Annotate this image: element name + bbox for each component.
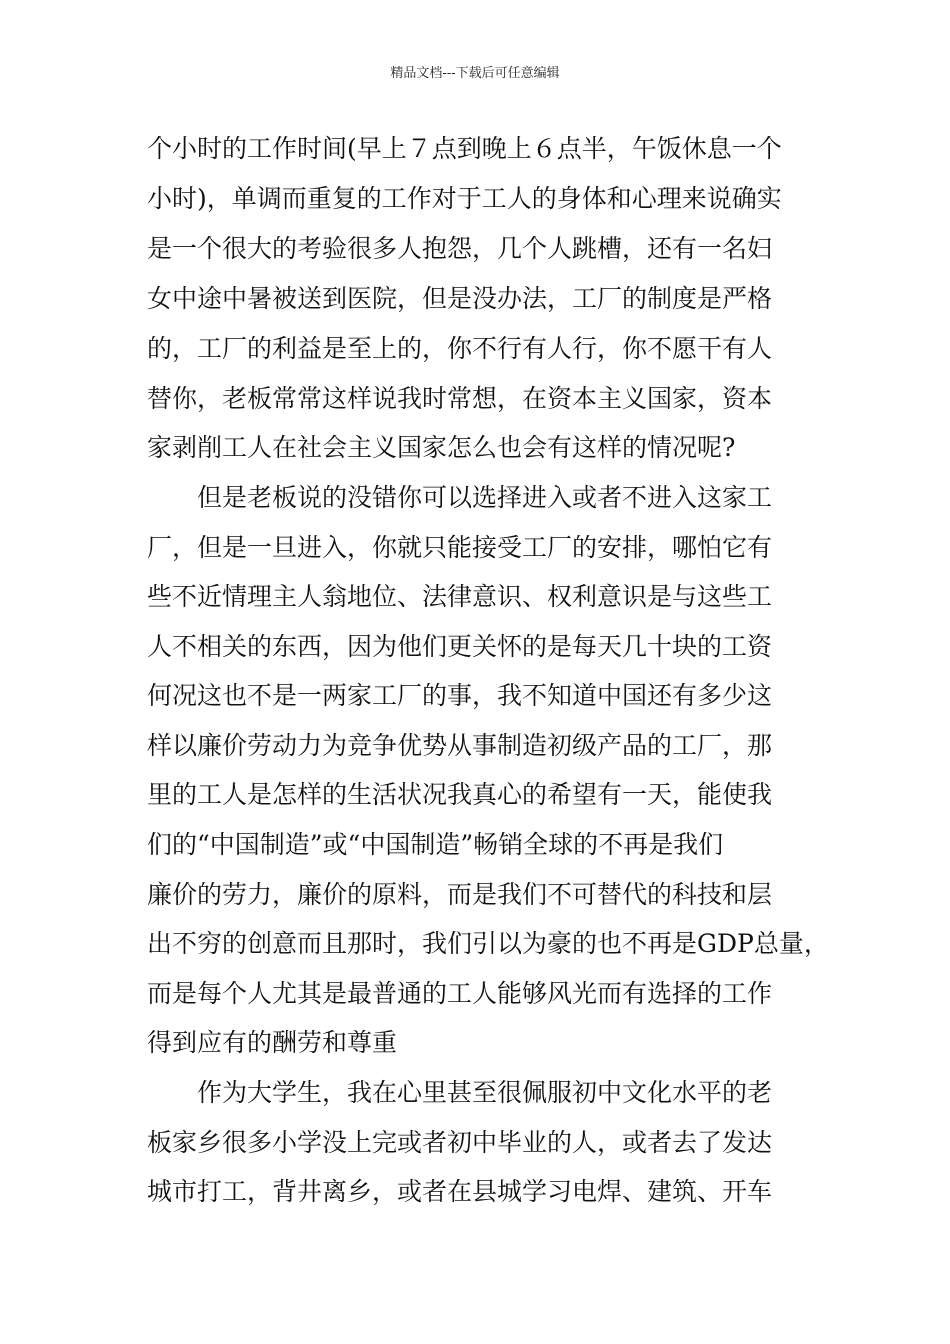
text-line: 替你，老板常常这样说我时常想，在资本主义国家，资本 <box>147 384 773 413</box>
text-line: 板家乡很多小学没上完或者初中毕业的人，或者去了发达 <box>147 1128 773 1157</box>
text-line: 廉价的劳力，廉价的原料，而是我们不可替代的科技和层 <box>147 880 773 909</box>
text-line: 是一个很大的考验很多人抱怨，几个人跳槽，还有一名妇 <box>147 234 773 263</box>
text-line: 的，工厂的利益是至上的，你不行有人行，你不愿干有人 <box>147 334 773 363</box>
text-line: 但是老板说的没错你可以选择进入或者不进入这家工 <box>147 483 773 512</box>
text-line: 人不相关的东西，因为他们更关怀的是每天几十块的工资 <box>147 632 773 661</box>
text-line: 家剥削工人在社会主义国家怎么也会有这样的情况呢? <box>147 433 736 462</box>
text-line: 厂，但是一旦进入，你就只能接受工厂的安排，哪怕它有 <box>147 533 773 562</box>
text-line: 何况这也不是一两家工厂的事，我不知道中国还有多少这 <box>147 681 773 710</box>
page-header: 精品文档---下载后可任意编辑 <box>390 66 560 81</box>
text-line: 样以廉价劳动力为竞争优势从事制造初级产品的工厂，那 <box>147 731 773 760</box>
text-line: 个小时的工作时间(早上７点到晚上６点半，午饭休息一个 <box>147 134 782 163</box>
text-line: 城市打工，背井离乡，或者在县城学习电焊、建筑、开车 <box>147 1177 773 1206</box>
text-line: 而是每个人尤其是最普通的工人能够风光而有选择的工作 <box>147 979 773 1008</box>
text-line: 们的“中国制造”或“中国制造”畅销全球的不再是我们 <box>147 830 724 859</box>
text-line: 作为大学生，我在心里甚至很佩服初中文化水平的老 <box>147 1078 773 1107</box>
text-line: 得到应有的酬劳和尊重 <box>147 1028 398 1057</box>
text-line: 些不近情理主人翁地位、法律意识、权利意识是与这些工 <box>147 582 773 611</box>
text-line: 小时)，单调而重复的工作对于工人的身体和心理来说确实 <box>147 184 782 213</box>
text-line: 里的工人是怎样的生活状况我真心的希望有一天，能使我 <box>147 780 773 809</box>
text-line: 出不穷的创意而且那时，我们引以为豪的也不再是GDP总量， <box>147 929 829 958</box>
text-line: 女中途中暑被送到医院，但是没办法，工厂的制度是严格 <box>147 284 773 313</box>
